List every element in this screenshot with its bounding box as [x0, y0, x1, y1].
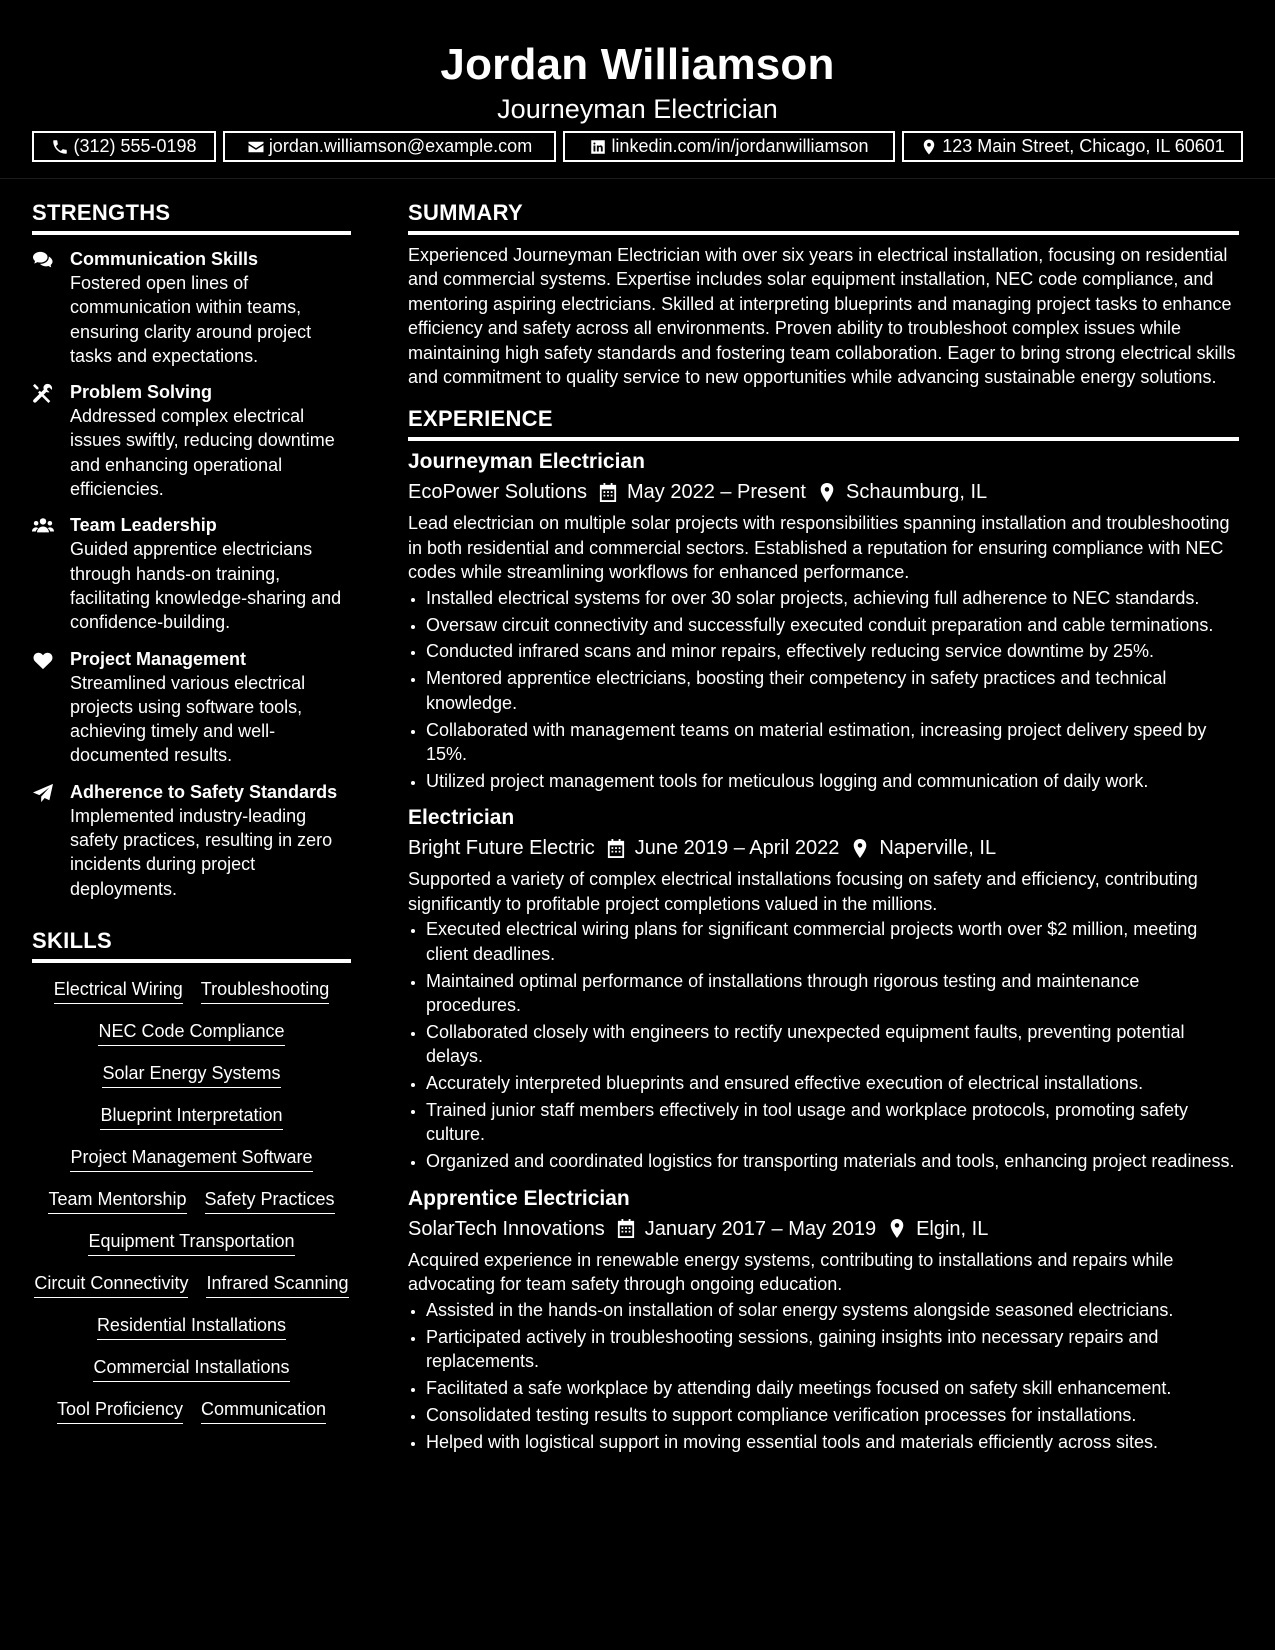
calendar-icon [617, 1219, 635, 1238]
job-location: Schaumburg, IL [845, 481, 988, 504]
job-bullet: • Utilized project management tools for meticulous logging and communication of daily work. [426, 769, 1239, 793]
skill-tag: Troubleshooting [201, 977, 329, 1004]
address-text: 123 Main Street, Chicago, IL 60601 [942, 136, 1225, 156]
strength-desc: Addressed complex electrical issues swiftly, reducing downtime and enhancing operational efficiencies. [70, 406, 335, 500]
resume-header [0, 0, 1275, 162]
tools-icon [32, 383, 54, 403]
skill-tag: Electrical Wiring [54, 977, 183, 1004]
job-title: Electrician [408, 806, 515, 830]
job-bullet: • Helped with logistical support in moving essential tools and materials efficiently across sites. [426, 1430, 1239, 1454]
job-entry [408, 1185, 1239, 1454]
job-description: Lead electrician on multiple solar projects with responsibilities spanning installation and troubleshooting in both residential and commercial sectors. Established a reputation for ensuring compliance with NEC codes while streamlining workflows for enhanced performance. [408, 513, 1230, 583]
strength-title: Project Management [70, 648, 247, 669]
candidate-name: Jordan Williamson [440, 40, 835, 89]
job-title: Apprentice Electrician [408, 1186, 630, 1210]
map-pin-icon [888, 1219, 906, 1238]
job-dates: June 2019 – April 2022 [634, 837, 840, 860]
strength-desc: Guided apprentice electricians through hands-on training, facilitating knowledge-sharing and confidence-building. [70, 539, 342, 633]
job-meta [408, 834, 1239, 862]
skill-tag: Blueprint Interpretation [100, 1103, 282, 1130]
job-title: Journeyman Electrician [408, 450, 645, 474]
job-bullet: • Installed electrical systems for over 30 solar projects, achieving full adherence to NEC standards. [426, 586, 1239, 610]
skill-tag: Safety Practices [205, 1187, 335, 1214]
skill-tag: Project Management Software [70, 1145, 312, 1172]
skill-tag: Team Mentorship [48, 1187, 186, 1214]
contact-linkedin[interactable] [563, 131, 895, 162]
skill-tag: NEC Code Compliance [98, 1019, 284, 1046]
map-pin-icon [851, 839, 869, 858]
job-meta [408, 1215, 1239, 1243]
contact-phone[interactable] [32, 131, 216, 162]
linkedin-text: linkedin.com/in/jordanwilliamson [611, 136, 869, 156]
users-icon [32, 516, 54, 536]
summary-heading: SUMMARY [408, 195, 1239, 235]
linkedin-icon [589, 138, 607, 156]
skill-tag: Residential Installations [97, 1313, 286, 1340]
job-bullet: • Assisted in the hands-on installation of solar energy systems alongside seasoned electricians. [426, 1298, 1239, 1322]
job-bullet: • Accurately interpreted blueprints and ensured effective execution of electrical installations. [426, 1071, 1239, 1095]
calendar-icon [607, 839, 625, 858]
map-pin-icon [818, 483, 836, 502]
strength-desc: Fostered open lines of communication within teams, ensuring clarity around project tasks and expectations. [70, 273, 312, 366]
job-bullet: • Conducted infrared scans and minor repairs, effectively reducing service downtime by 25%. [426, 639, 1239, 663]
paper-plane-icon [32, 783, 54, 803]
comments-icon [32, 250, 54, 270]
job-bullets [408, 586, 1239, 794]
skill-tag: Communication [201, 1397, 326, 1424]
job-bullet: • Trained junior staff members effectively in tool usage and workplace protocols, promoting safety culture. [426, 1098, 1239, 1147]
job-bullet: • Collaborated closely with engineers to rectify unexpected equipment faults, preventing potential delays. [426, 1020, 1239, 1069]
skill-tag: Solar Energy Systems [102, 1061, 280, 1088]
strength-title: Team Leadership [70, 515, 217, 536]
envelope-icon [247, 138, 265, 156]
job-bullets [408, 1298, 1239, 1454]
contact-address[interactable] [902, 131, 1243, 162]
strength-item [32, 647, 351, 768]
job-company: EcoPower Solutions [408, 481, 587, 504]
strength-item [32, 513, 351, 634]
job-bullet: • Consolidated testing results to support compliance verification processes for installations. [426, 1403, 1239, 1427]
job-bullet: • Mentored apprentice electricians, boosting their competency in safety practices and technical knowledge. [426, 666, 1239, 715]
header-divider [0, 178, 1275, 179]
candidate-title: Journeyman Electrician [497, 94, 778, 124]
strength-item [32, 247, 351, 368]
strength-item [32, 780, 351, 901]
strengths-list [32, 247, 351, 901]
contact-bar [0, 131, 1275, 162]
job-company: SolarTech Innovations [408, 1217, 605, 1240]
skill-tag: Commercial Installations [93, 1355, 289, 1382]
job-bullets [408, 917, 1239, 1174]
strength-title: Problem Solving [70, 382, 213, 403]
job-bullet: • Maintained optimal performance of installations through rigorous testing and maintenance procedures. [426, 969, 1239, 1018]
skill-tag: Tool Proficiency [57, 1397, 183, 1424]
job-bullet: • Participated actively in troubleshooting sessions, gaining insights into necessary repairs and replacements. [426, 1325, 1239, 1374]
strength-item [32, 380, 351, 501]
job-location: Naperville, IL [879, 837, 997, 860]
strength-title: Communication Skills [70, 249, 259, 269]
phone-text: (312) 555-0198 [73, 136, 197, 156]
calendar-icon [599, 483, 617, 502]
job-description: Acquired experience in renewable energy systems, contributing to installations and repairs while advocating for team safety through ongoing education. [408, 1249, 1174, 1295]
job-meta [408, 478, 1239, 506]
heart-icon [32, 650, 54, 670]
contact-email[interactable] [223, 131, 556, 162]
summary-text: Experienced Journeyman Electrician with over six years in electrical installation, focusing on residential and commercial systems. Expertise includes solar equipment installation, NEC code compliance, and mentoring aspiring electricians. Skilled at interpreting blueprints and managing project tasks to enhance efficiency and safety across all environments. Proven ability to troubleshoot complex issues while maintaining high safety standards and fostering team collaboration. Eager to bring strong electrical skills and commitment to quality service to new opportunities while advancing sustainable energy solutions. [408, 245, 1236, 388]
skills-list [32, 963, 351, 1424]
skill-tag: Infrared Scanning [206, 1271, 348, 1298]
experience-heading: EXPERIENCE [408, 401, 1239, 441]
strength-title: Adherence to Safety Standards [70, 781, 338, 802]
skills-heading: SKILLS [32, 923, 351, 963]
job-dates: May 2022 – Present [626, 481, 806, 504]
job-bullet: • Executed electrical wiring plans for significant commercial projects worth over $2 million, meeting client deadlines. [426, 917, 1239, 966]
job-entry [408, 448, 1239, 793]
job-company: Bright Future Electric [408, 837, 595, 860]
job-description: Supported a variety of complex electrical installations focusing on safety and efficiency, contributing significantly to profitable project completions valued in the millions. [408, 869, 1198, 914]
phone-icon [51, 138, 69, 156]
strength-desc: Streamlined various electrical projects using software tools, achieving timely and well-documented results. [70, 672, 306, 766]
job-bullet: • Facilitated a safe workplace by attending daily meetings focused on safety skill enhancement. [426, 1376, 1239, 1400]
job-dates: January 2017 – May 2019 [644, 1217, 877, 1240]
job-entry [408, 804, 1239, 1173]
map-pin-icon [920, 138, 938, 156]
left-column [32, 195, 351, 1424]
email-text: jordan.williamson@example.com [268, 136, 533, 156]
strengths-heading: STRENGTHS [32, 195, 351, 235]
strength-desc: Implemented industry-leading safety practices, resulting in zero incidents during project deployments. [70, 805, 333, 899]
right-column [408, 195, 1239, 1457]
job-location: Elgin, IL [916, 1217, 989, 1240]
skill-tag: Circuit Connectivity [34, 1271, 188, 1298]
skill-tag: Equipment Transportation [88, 1229, 294, 1256]
job-bullet: • Oversaw circuit connectivity and successfully executed conduit preparation and cable terminations. [426, 613, 1239, 637]
job-bullet: • Organized and coordinated logistics for transporting materials and tools, enhancing project readiness. [426, 1149, 1239, 1173]
job-bullet: • Collaborated with management teams on material estimation, increasing project delivery speed by 15%. [426, 718, 1239, 767]
